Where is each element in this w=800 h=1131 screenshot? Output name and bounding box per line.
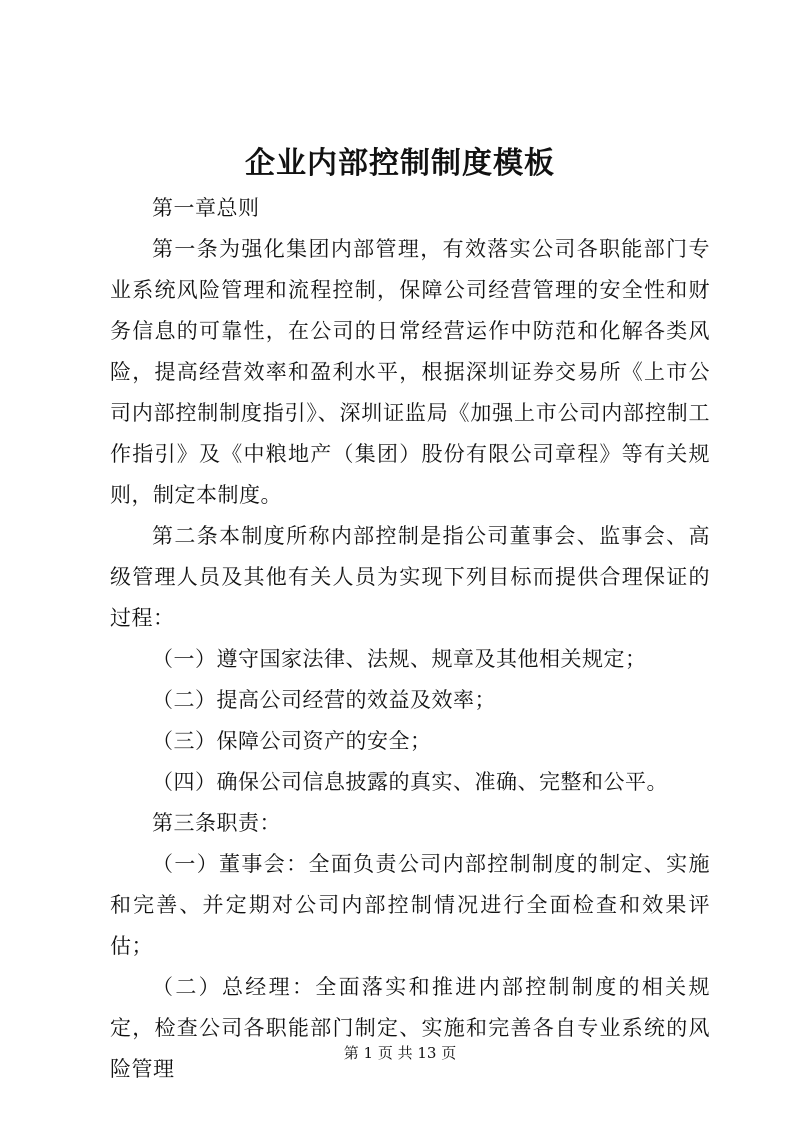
list-item-2: （二）提高公司经营的效益及效率； xyxy=(152,688,496,712)
paragraph-article-2: 第二条本制度所称内部控制是指公司董事会、监事会、高级管理人员及其他有关人员为实现下列目标而提供合理保证的过程： xyxy=(110,524,710,630)
chapter-heading: 第一章总则 xyxy=(152,196,260,220)
duty-item-manager: （二）总经理：全面落实和推进内部控制制度的相关规定，检查公司各职能部门制定、实施和完善各自专业系统的风险管理 xyxy=(110,975,710,1081)
duty-item-board: （一）董事会：全面负责公司内部控制制度的制定、实施和完善、并定期对公司内部控制情况进行全面检查和效果评估； xyxy=(110,852,710,958)
list-item-4: （四）确保公司信息披露的真实、准确、完整和公平。 xyxy=(152,770,668,794)
list-item-3: （三）保障公司资产的安全； xyxy=(152,729,432,753)
paragraph-article-3: 第三条职责： xyxy=(152,811,281,835)
paragraph-article-1: 第一条为强化集团内部管理，有效落实公司各职能部门专业系统风险管理和流程控制，保障公司经营管理的安全性和财务信息的可靠性，在公司的日常经营运作中防范和化解各类风险，提高经营效率和盈利水平，根据深圳证券交易所《上市公司内部控制制度指引》、深圳证监局《加强上市公司内部控制工作指引》及《中粮地产（集团）股份有限公司章程》等有关规则，制定本制度。 xyxy=(110,237,710,507)
document-title: 企业内部控制制度模板 xyxy=(245,146,555,181)
page-footer: 第 1 页 共 13 页 xyxy=(343,1044,457,1062)
document-body xyxy=(110,188,710,1090)
list-item-1: （一）遵守国家法律、法规、规章及其他相关规定； xyxy=(152,647,647,671)
